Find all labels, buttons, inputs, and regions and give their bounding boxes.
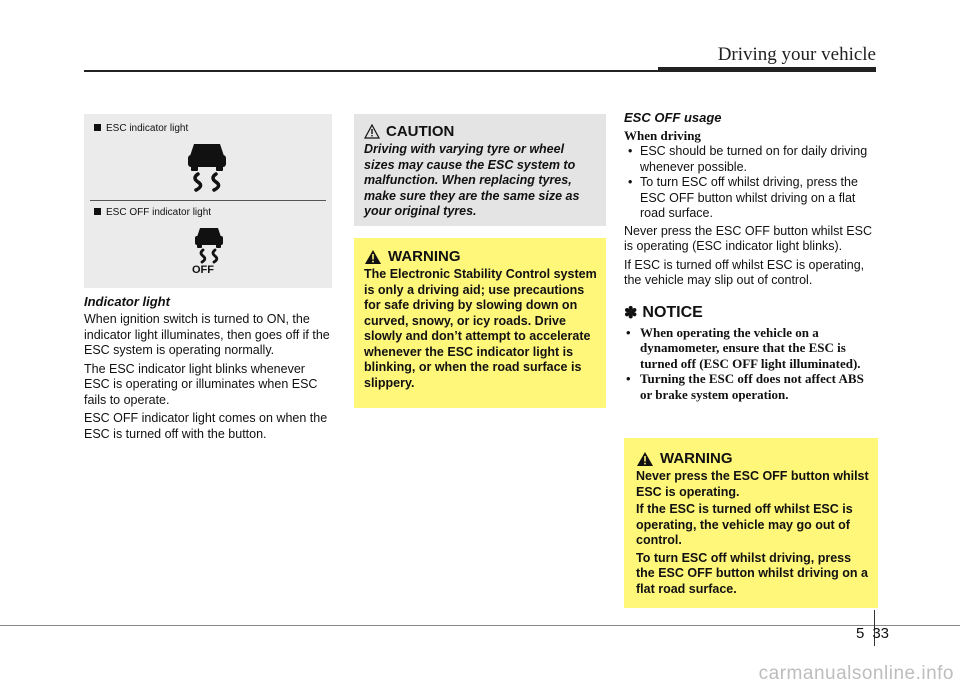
indicator-light-heading: Indicator light (84, 294, 170, 309)
page-number (856, 625, 889, 642)
section-title: Driving your vehicle (717, 44, 876, 65)
off-label: OFF (192, 264, 214, 276)
column-middle (354, 114, 606, 408)
usage-paragraph-2: If ESC is turned off whilst ESC is operating, the vehicle may slip out of control. (624, 257, 865, 287)
chapter-number: 5 (856, 625, 865, 642)
square-bullet-icon (94, 124, 101, 131)
caution-text: Driving with varying tyre or wheel sizes may cause the ESC system to malfunction. When replacing tyres, make sure they are the same size as your original tyres. (364, 142, 580, 218)
esc-off-indicator-caption: ESC OFF indicator light (94, 207, 211, 218)
warning-paragraph-1: Never press the ESC OFF button whilst ESC is operating. (636, 469, 869, 499)
warning-paragraph-2: If the ESC is turned off whilst ESC is operating, the vehicle may go out of control. (636, 502, 853, 547)
esc-off-usage-heading: ESC OFF usage (624, 110, 722, 125)
indicator-paragraph-3: ESC OFF indicator light comes on when the ESC is turned off with the button. (84, 411, 328, 441)
usage-paragraph-1: Never press the ESC OFF button whilst ESC is operating (ESC indicator light blinks). (624, 223, 873, 253)
column-right (624, 110, 878, 402)
warning-paragraph-3: To turn ESC off whilst driving, press the ESC OFF button whilst driving on a flat road surface. (636, 550, 868, 596)
footer-rule (0, 625, 960, 626)
esc-indicator-caption: ESC indicator light (94, 123, 188, 134)
caution-title: CAUTION (364, 123, 598, 140)
notice-item-1: • When operating the vehicle on a dynamometer, ensure that the ESC is turned off (ESC OFF light illuminated). (624, 325, 878, 372)
usage-bullet-2: • To turn ESC off whilst driving, press the ESC OFF button whilst driving on a flat road surface. (624, 175, 878, 222)
caution-box (354, 114, 606, 226)
notice-star-icon: ✽ (624, 304, 638, 322)
indicator-illustration-panel (84, 114, 332, 288)
warning-title: WARNING (636, 450, 870, 467)
warning-box-esc-off (624, 438, 878, 608)
esc-indicator-icon (184, 140, 230, 192)
panel-divider (90, 200, 326, 201)
warning-text: The Electronic Stability Control system is only a driving aid; use precautions for safe driving by slowing down on curved, snowy, or icy roads. Drive slowly and don’t attempt to accelerate whenever the ESC indicator light is blinking, or when the road surface is slippery. (364, 267, 597, 390)
square-bullet-icon (94, 208, 101, 215)
indicator-paragraph-1: When ignition switch is turned to ON, the indicator light illuminates, then goes off if the ESC system is operating normally. (84, 312, 330, 357)
page-number-value: 33 (872, 625, 890, 642)
notice-item-2: • Turning the ESC off does not affect ABS or brake system operation. (624, 371, 878, 402)
watermark: carmanualsonline.info (758, 663, 954, 684)
header-rule (84, 70, 658, 72)
warning-triangle-icon (364, 124, 380, 139)
column-left (84, 114, 332, 445)
warning-triangle-icon (636, 451, 654, 467)
notice-title: ✽ NOTICE (624, 303, 703, 322)
warning-box-stability (354, 238, 606, 408)
usage-bullet-1: • ESC should be turned on for daily driving whenever possible. (624, 144, 878, 175)
warning-title: WARNING (364, 248, 598, 265)
esc-off-indicator-icon (192, 226, 226, 266)
when-driving-subheading: When driving (624, 128, 701, 143)
indicator-paragraph-2: The ESC indicator light blinks whenever ESC is operating or illuminates when ESC fails to operate. (84, 361, 318, 407)
header-rule-accent (658, 67, 876, 72)
warning-triangle-icon (364, 249, 382, 265)
